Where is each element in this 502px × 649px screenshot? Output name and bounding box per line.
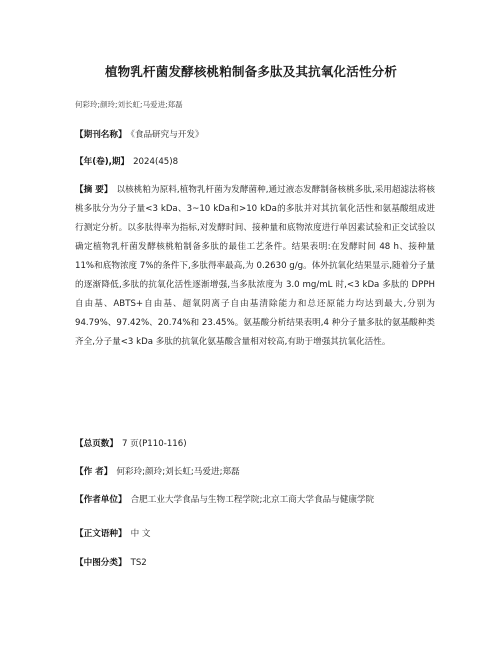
abstract-text: 以核桃粕为原料,植物乳杆菌为发酵菌种,通过液态发酵制备核桃多肽,采用超滤法将核桃多肽分为分子量<3 kDa、3~10 kDa和>10 kDa的多肽并对其抗氧化活性和氨基酸组成进行测定分析。以多肽得率为指标,对发酵时间、接种量和底物浓度进行单因素试验和正交试验以确定植物乳杆菌发酵核桃粕制备多肽的最佳工艺条件。结果表明:在发酵时间 48 h、接种量 11%和底物浓度 7%的条件下,多肽得率最高,为 0.2630 g/g。体外抗氧化结果显示,随着分子量的逐渐降低,多肽的抗氧化活性逐渐增强,当多肽浓度为 3.0 mg/mL 时,<3 kDa 多肽的 DPPH 自由基、ABTS+自由基、超氧阴离子自由基清除能力和总还原能力均达到最大,分别为 94.79%、97.42%、20.74%和 23.45%。氨基酸分析结果表明,4 种分子量多肽的氨基酸种类齐全,分子量<3 kDa 多肽的抗氧化氨基酸含量相对较高,有助于增强其抗氧化活性。 bbox=[75, 185, 435, 347]
authors-field bbox=[75, 465, 240, 477]
year-issue-value: 2024(45)8 bbox=[133, 157, 179, 167]
journal-label: 【期刊名称】 bbox=[75, 130, 127, 140]
abstract-label: 【摘 要】 bbox=[75, 185, 113, 195]
journal-field bbox=[75, 128, 204, 140]
year-issue-field bbox=[75, 155, 178, 167]
language-value: 中 文 bbox=[130, 529, 151, 539]
abstract-block bbox=[75, 181, 435, 352]
language-label: 【正文语种】 bbox=[75, 529, 127, 539]
pages-field bbox=[75, 437, 187, 449]
document-title: 植物乳杆菌发酵核桃粕制备多肽及其抗氧化活性分析 bbox=[104, 64, 398, 79]
authors-value: 何彩玲;颜玲;刘长虹;马爱进;郑磊 bbox=[116, 467, 240, 477]
affiliation-label: 【作者单位】 bbox=[75, 495, 127, 505]
authors-label: 【作 者】 bbox=[75, 467, 113, 477]
pages-value: 7 页(P110-116) bbox=[121, 439, 187, 449]
classification-label: 【中图分类】 bbox=[75, 558, 127, 568]
author-list: 何彩玲;颜玲;刘长虹;马爱进;郑磊 bbox=[75, 100, 183, 109]
pages-label: 【总页数】 bbox=[75, 439, 118, 449]
affiliation-field bbox=[75, 493, 374, 505]
classification-field bbox=[75, 556, 147, 568]
language-field bbox=[75, 527, 151, 539]
classification-value: TS2 bbox=[130, 558, 147, 568]
affiliation-value: 合肥工业大学食品与生物工程学院;北京工商大学食品与健康学院 bbox=[130, 495, 375, 505]
year-issue-label: 【年(卷),期】 bbox=[75, 157, 130, 167]
journal-value: 《食品研究与开发》 bbox=[130, 130, 204, 140]
